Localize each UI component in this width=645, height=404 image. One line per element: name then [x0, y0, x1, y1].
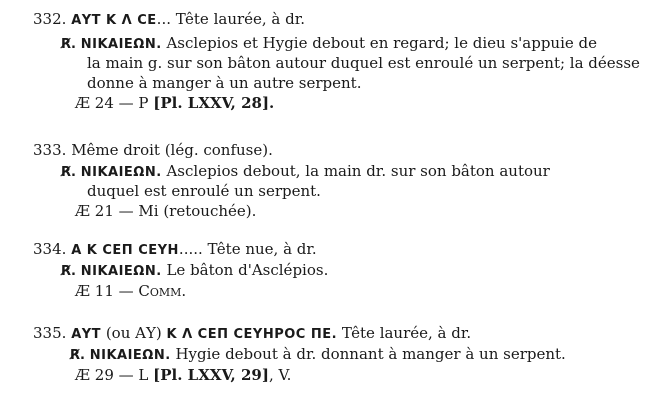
- reverse-text: Le bâton d'Asclépios.: [166, 261, 329, 279]
- obverse-text: ..... Tête nue, à dr.: [178, 240, 317, 258]
- obverse-line: [33, 10, 305, 30]
- reverse-line-1: [61, 162, 550, 182]
- reverse-mark: R̸.: [61, 37, 76, 52]
- plate-reference: [Pl. LXXV, 28].: [153, 94, 275, 112]
- reverse-legend: ΝΙΚΑΙΕΩΝ.: [80, 264, 162, 279]
- obverse-legend-b: Κ Λ CΕΠ CΕΥΗΡΟC ΠΕ.: [166, 327, 338, 342]
- reverse-line-1: [61, 261, 328, 281]
- reverse-line-2: la main g. sur son bâton autour duquel est enroulé un serpent; la déesse: [87, 54, 640, 72]
- obverse-legend-a: ΑΥΤ: [71, 327, 102, 342]
- entry-number: 334.: [33, 240, 67, 258]
- reverse-legend: ΝΙΚΑΙΕΩΝ.: [89, 348, 171, 363]
- obverse-text: ... Tête laurée, à dr.: [156, 10, 306, 28]
- reverse-line-2: duquel est enroulé un serpent.: [87, 182, 321, 200]
- reverse-mark: R̸.: [61, 264, 76, 279]
- metal-size: Æ 29 — L: [75, 366, 149, 384]
- plate-reference: [Pl. LXXV, 29]: [153, 366, 269, 384]
- reverse-text: Asclepios debout, la main dr. sur son bâton autour: [166, 162, 550, 180]
- obverse-text: Même droit (lég. confuse).: [71, 141, 273, 159]
- obverse-legend: Α Κ CΕΠ CΕΥΗ: [71, 243, 179, 258]
- metal-size-line: Æ 21 — Mi (retouchée).: [75, 202, 257, 220]
- entry-number: 335.: [33, 324, 67, 342]
- entry-number: 333.: [33, 141, 67, 159]
- obverse-line: [33, 324, 471, 344]
- metal-size-line: [75, 282, 186, 300]
- obverse-line: [33, 141, 273, 159]
- reverse-text: Asclepios et Hygie debout en regard; le dieu s'appuie de: [166, 34, 598, 52]
- obverse-legend-variant: (ou ΑΥ): [105, 324, 162, 342]
- reference-suffix: , V.: [268, 366, 292, 384]
- metal-size-line: [75, 366, 291, 384]
- reverse-text: Hygie debout à dr. donnant à manger à un serpent.: [175, 345, 566, 363]
- collection-name: Comm.: [138, 282, 187, 300]
- reverse-mark: R̸.: [70, 348, 85, 363]
- reverse-mark: R̸.: [61, 165, 76, 180]
- metal-size-line: [75, 94, 274, 112]
- reverse-line-3: donne à manger à un autre serpent.: [87, 74, 362, 92]
- obverse-legend: ΑΥΤ Κ Λ CΕ: [71, 13, 157, 28]
- metal-size: Æ 24 — P: [75, 94, 149, 112]
- obverse-line: [33, 240, 317, 260]
- obverse-text: Tête laurée, à dr.: [341, 324, 472, 342]
- reverse-legend: ΝΙΚΑΙΕΩΝ.: [80, 37, 162, 52]
- metal-size: Æ 11 —: [75, 282, 139, 300]
- reverse-legend: ΝΙΚΑΙΕΩΝ.: [80, 165, 162, 180]
- reverse-line-1: [61, 34, 597, 54]
- reverse-line-1: [70, 345, 566, 365]
- entry-number: 332.: [33, 10, 67, 28]
